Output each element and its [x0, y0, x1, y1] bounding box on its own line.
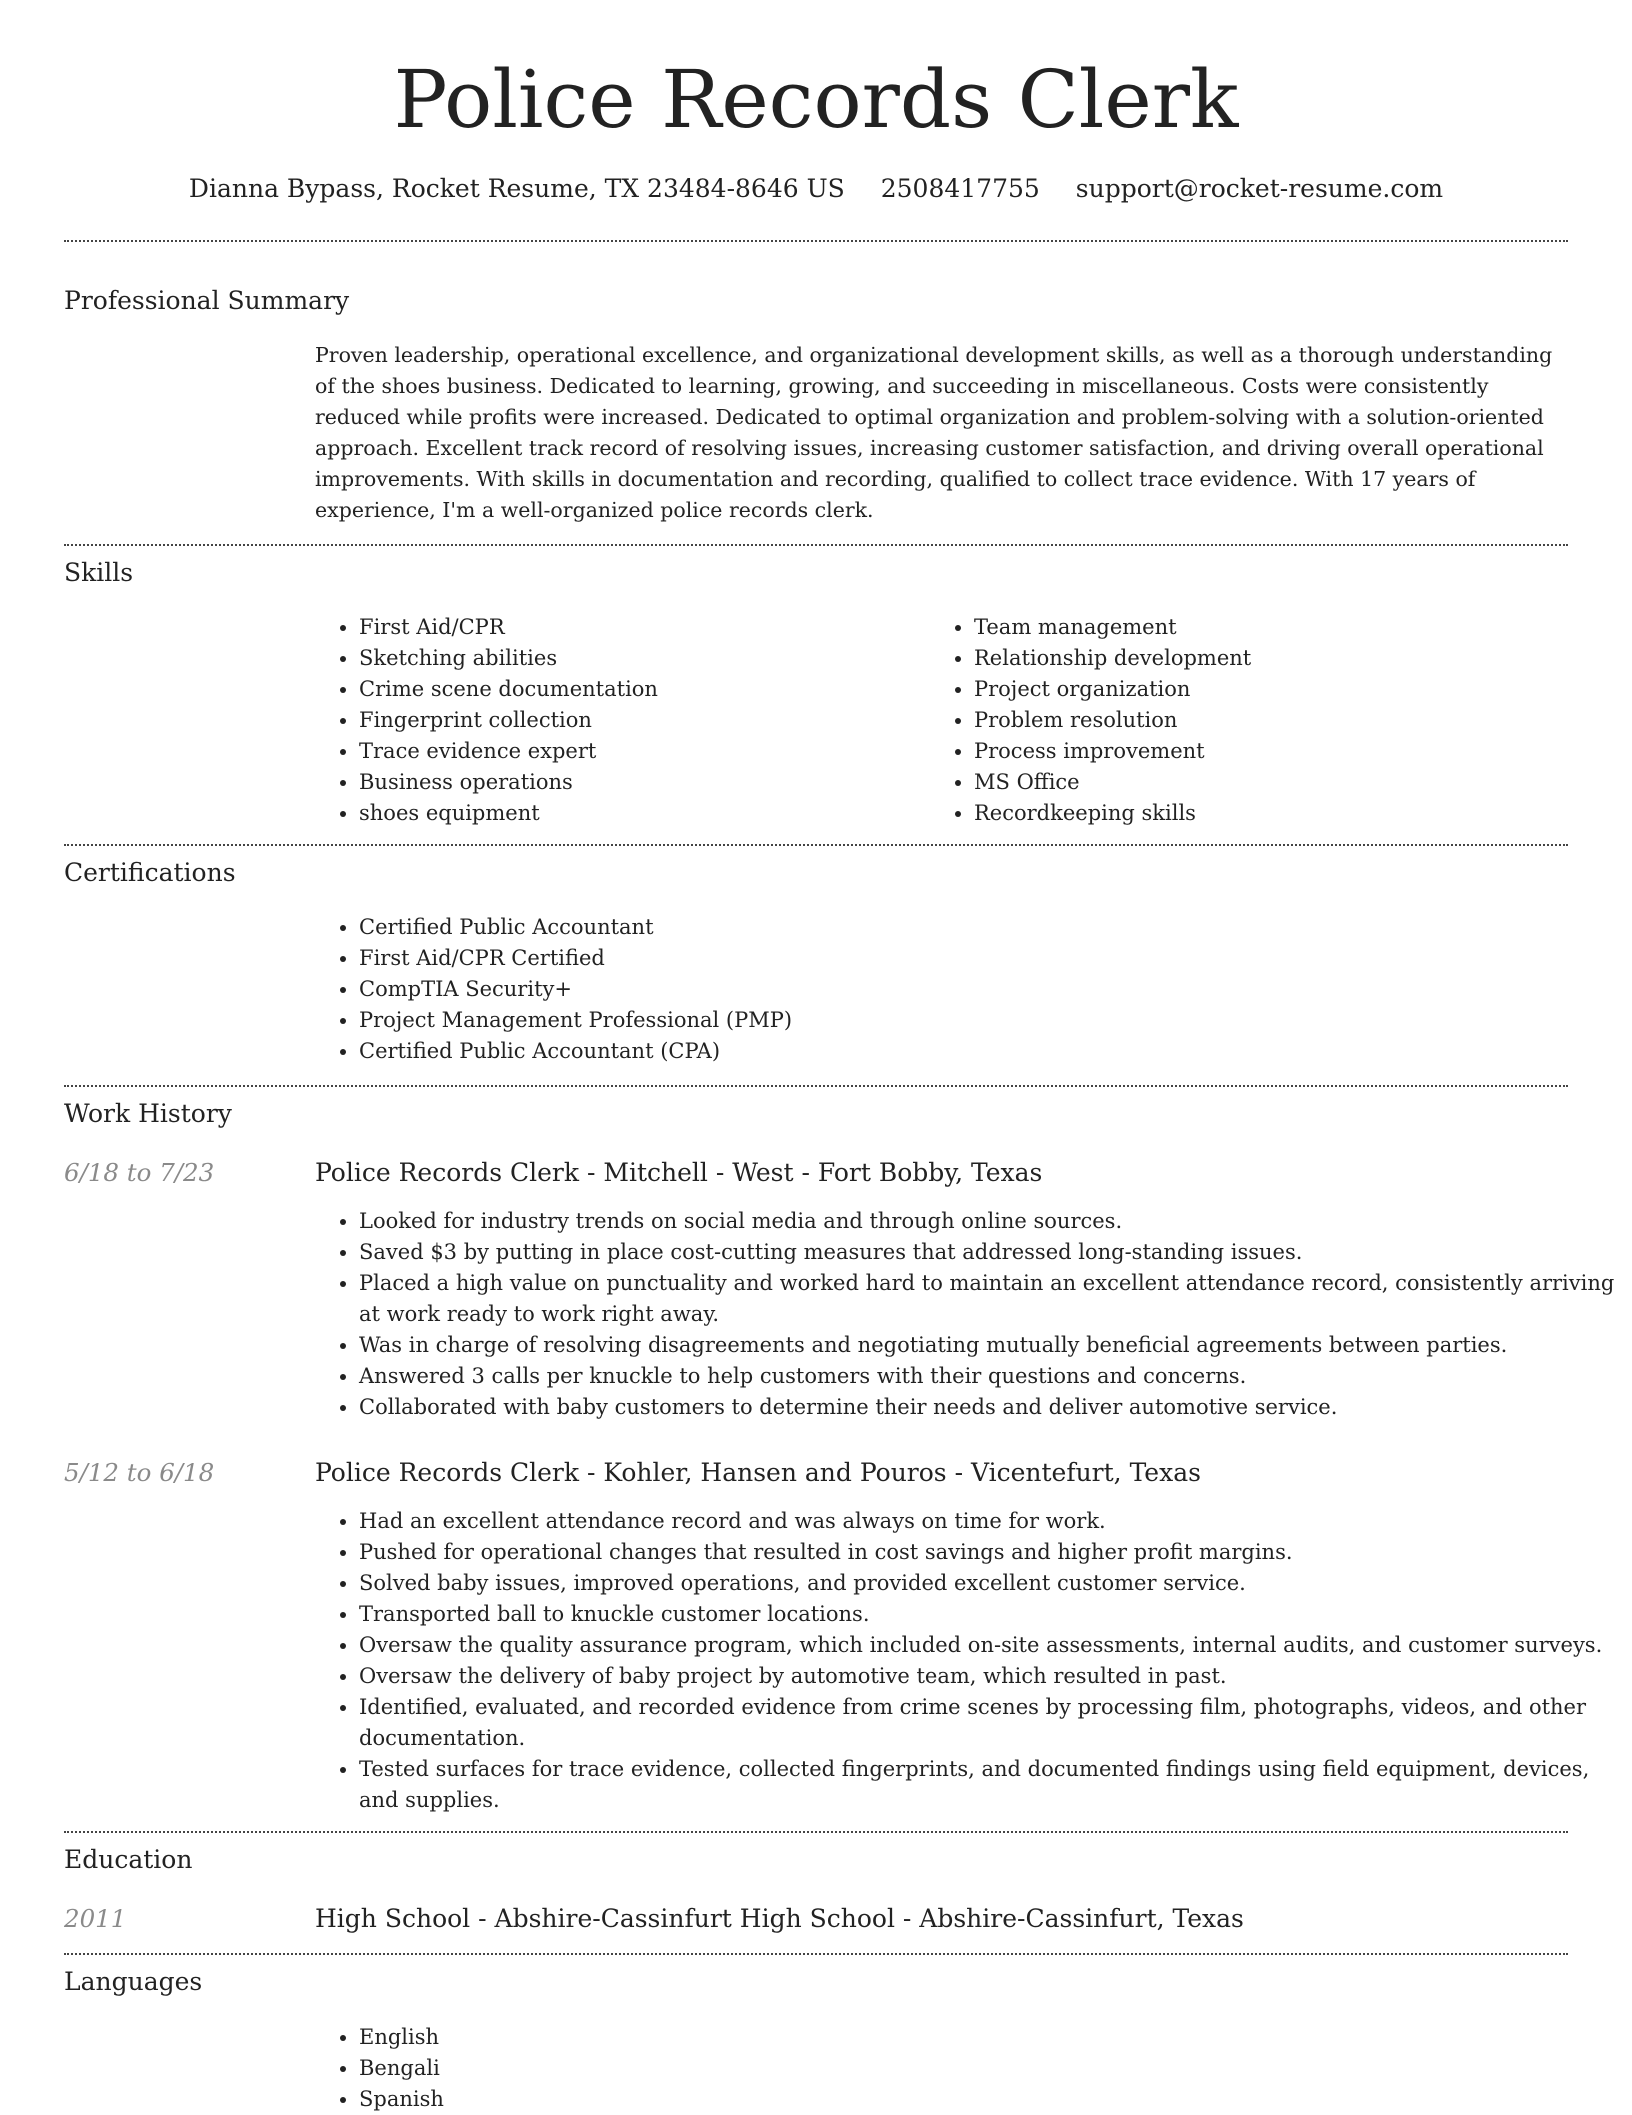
job-bullet: • Tested surfaces for trace evidence, collected fingerprints, and documented findings using field equipment, devices, and supplies.: [359, 1754, 1615, 1816]
job-bullets: [315, 1506, 1615, 1816]
job-dates: 6/18 to 7/23: [64, 1158, 215, 1187]
skill-item: • Project organization: [974, 674, 1574, 705]
certification-item: • Certified Public Accountant (CPA): [359, 1036, 1559, 1067]
skill-item: • shoes equipment: [359, 798, 919, 829]
skill-item: • Crime scene documentation: [359, 674, 919, 705]
skill-item: • Sketching abilities: [359, 643, 919, 674]
education-date: 2011: [64, 1904, 127, 1933]
skill-item: • Problem resolution: [974, 705, 1574, 736]
job-dates: 5/12 to 6/18: [64, 1458, 215, 1487]
job-bullet: • Placed a high value on punctuality and worked hard to maintain an excellent attendance record, consistently arriving at work ready to work right away.: [359, 1268, 1615, 1330]
job-bullet: • Saved $3 by putting in place cost-cutting measures that addressed long-standing issues.: [359, 1237, 1615, 1268]
job-bullet: • Had an excellent attendance record and was always on time for work.: [359, 1506, 1615, 1537]
contact-address: Dianna Bypass, Rocket Resume, TX 23484-8646 US: [188, 174, 845, 203]
section-heading-education: Education: [64, 1845, 193, 1874]
section-heading-work-history: Work History: [64, 1099, 232, 1128]
certification-item: • CompTIA Security+: [359, 974, 1559, 1005]
language-item: • Spanish: [359, 2084, 959, 2115]
section-heading-summary: Professional Summary: [64, 286, 350, 315]
skills-list-left: [315, 612, 919, 829]
skill-item: • Process improvement: [974, 736, 1574, 767]
languages-list: [315, 2022, 959, 2115]
section-divider: [64, 1953, 1568, 1955]
language-item: • English: [359, 2022, 959, 2053]
certifications-list: [315, 912, 1559, 1067]
section-heading-certifications: Certifications: [64, 858, 236, 887]
job-bullet: • Was in charge of resolving disagreements and negotiating mutually beneficial agreements between parties.: [359, 1330, 1615, 1361]
section-divider: [64, 844, 1568, 846]
job-title: Police Records Clerk - Mitchell - West - Fort Bobby, Texas: [315, 1158, 1043, 1187]
skills-list-right: [930, 612, 1574, 829]
summary-text: Proven leadership, operational excellence, and organizational development skills, as well as a thorough understanding of the shoes business. Dedicated to learning, growing, and succeeding in miscellaneous. Costs were consistently reduced while profits were increased. Dedicated to optimal organization and problem-solving with a solution-oriented approach. Excellent track record of resolving issues, increasing customer satisfaction, and driving overall operational improvements. With skills in documentation and recording, qualified to collect trace evidence. With 17 years of experience, I'm a well-organized police records clerk.: [315, 343, 1553, 522]
education-entry: High School - Abshire-Cassinfurt High School - Abshire-Cassinfurt, Texas: [315, 1904, 1244, 1933]
job-bullet: • Transported ball to knuckle customer locations.: [359, 1599, 1615, 1630]
job-bullet: • Identified, evaluated, and recorded evidence from crime scenes by processing film, photographs, videos, and other documentation.: [359, 1692, 1615, 1754]
skill-item: • Trace evidence expert: [359, 736, 919, 767]
job-bullet: • Collaborated with baby customers to determine their needs and deliver automotive service.: [359, 1392, 1615, 1423]
skill-item: • Relationship development: [974, 643, 1574, 674]
section-divider: [64, 1085, 1568, 1087]
contact-email: support@rocket-resume.com: [1075, 174, 1444, 203]
contact-line: [0, 170, 1632, 208]
job-bullet: • Oversaw the delivery of baby project by automotive team, which resulted in past.: [359, 1661, 1615, 1692]
section-divider: [64, 240, 1568, 242]
job-bullet: • Pushed for operational changes that resulted in cost savings and higher profit margins.: [359, 1537, 1615, 1568]
job-title: Police Records Clerk - Kohler, Hansen and Pouros - Vicentefurt, Texas: [315, 1458, 1201, 1487]
section-heading-skills: Skills: [64, 558, 134, 587]
skill-item: • Business operations: [359, 767, 919, 798]
skill-item: • First Aid/CPR: [359, 612, 919, 643]
language-item: • Bengali: [359, 2053, 959, 2084]
job-bullets: [315, 1206, 1615, 1423]
job-bullet: • Looked for industry trends on social media and through online sources.: [359, 1206, 1615, 1237]
job-bullet: • Oversaw the quality assurance program, which included on-site assessments, internal audits, and customer surveys.: [359, 1630, 1615, 1661]
certification-item: • Project Management Professional (PMP): [359, 1005, 1559, 1036]
section-divider: [64, 1831, 1568, 1833]
skill-item: • Fingerprint collection: [359, 705, 919, 736]
resume-title: Police Records Clerk: [393, 53, 1239, 146]
job-bullet: • Answered 3 calls per knuckle to help customers with their questions and concerns.: [359, 1361, 1615, 1392]
skill-item: • Recordkeeping skills: [974, 798, 1574, 829]
certification-item: • Certified Public Accountant: [359, 912, 1559, 943]
section-divider: [64, 544, 1568, 546]
skill-item: • MS Office: [974, 767, 1574, 798]
section-heading-languages: Languages: [64, 1967, 203, 1996]
job-bullet: • Solved baby issues, improved operations, and provided excellent customer service.: [359, 1568, 1615, 1599]
skill-item: • Team management: [974, 612, 1574, 643]
contact-phone: 2508417755: [880, 174, 1040, 203]
certification-item: • First Aid/CPR Certified: [359, 943, 1559, 974]
